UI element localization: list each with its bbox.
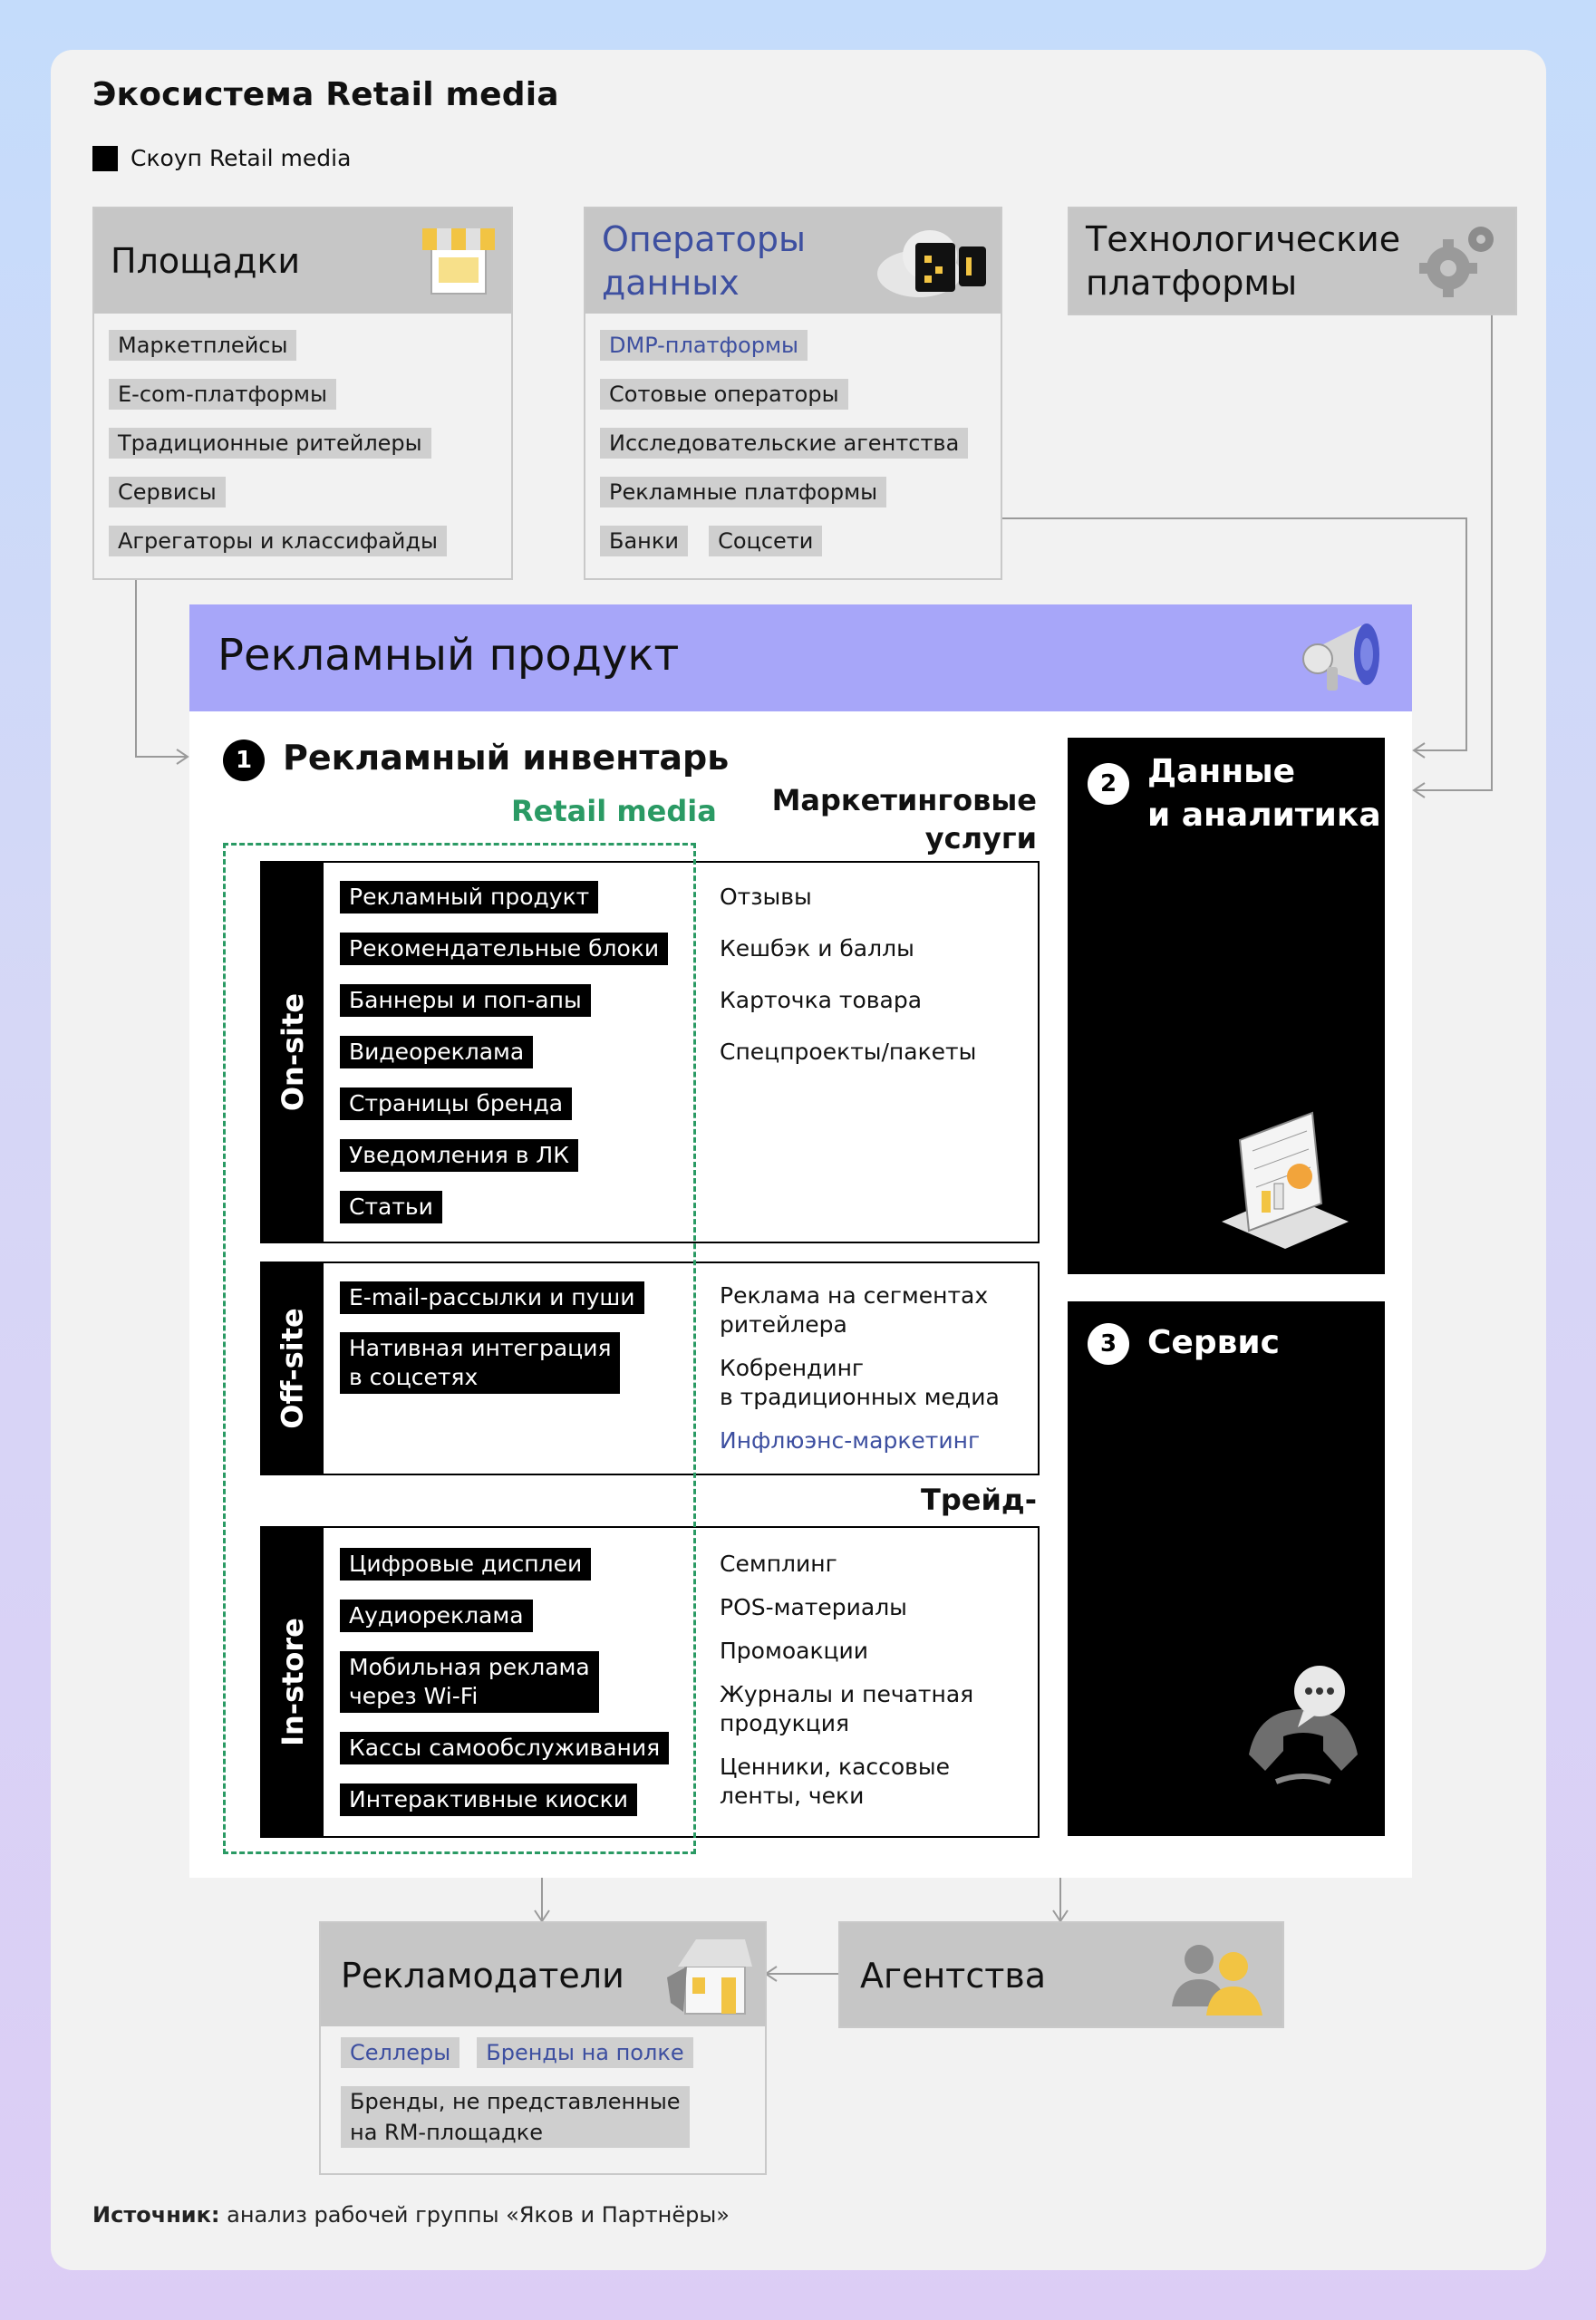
advertisers-header [321,1923,765,2026]
marketing-services-label: Маркетинговые услуги [771,783,1037,856]
onsite-service: Отзывы [720,884,812,910]
instore-service: Промоакции [720,1638,869,1664]
instore-service: POS-материалы [720,1594,907,1620]
list-item: Бренды, не представленные на RM-площадке [341,2086,690,2148]
offsite-service: Реклама на сегментах ритейлера [720,1282,989,1338]
data-operators-title: Операторы данных [602,219,807,303]
platforms-header [94,208,511,314]
onsite-item: Рекламный продукт [340,881,598,914]
retail-media-label: Retail media [511,794,717,828]
list-item: Бренды на полке [477,2037,692,2068]
list-item: E-com-платформы [109,379,336,410]
list-item: Рекламные платформы [600,477,886,508]
offsite-service: Кобрендинг в традиционных медиа [720,1355,1000,1410]
onsite-item: Страницы бренда [340,1088,572,1120]
onsite-tab: On-site [262,863,324,1242]
people-icon [1163,1932,1272,2019]
source-note: Источник: анализ рабочей группы «Яков и Партнёры» [92,2202,730,2228]
tech-platforms-title: Технологические платформы [1086,219,1401,303]
connector-tech [1414,313,1492,790]
data-analytics-number: 2 [1088,763,1129,805]
legend-swatch [92,146,118,171]
trade-marketing-label: Трейд- [921,1483,1037,1517]
phone-chat-icon [1240,1664,1367,1800]
connector-platforms [136,577,186,757]
list-item: DMP-платформы [600,330,808,361]
agencies-box [838,1921,1284,2028]
megaphone-icon [1296,609,1398,700]
tech-platforms-header [1069,208,1515,314]
list-item: Сотовые операторы [600,379,848,410]
shop-icon [665,1930,754,2019]
instore-service: Журналы и печатная продукция [720,1681,974,1736]
list-item: Традиционные ритейлеры [109,428,431,459]
retail-media-scope [223,843,696,1854]
data-operators-header [585,208,1001,314]
offsite-service: Инфлюэнс-маркетинг [720,1427,981,1454]
cloud-data-icon [874,219,991,303]
analytics-laptop-icon [1213,1104,1358,1258]
list-item: Селлеры [341,2037,459,2068]
list-item: Соцсети [709,526,822,556]
platforms-list [109,330,447,575]
onsite-service: Спецпроекты/пакеты [720,1039,977,1065]
onsite-item: Статьи [340,1191,442,1223]
instore-service: Семплинг [720,1551,837,1577]
instore-tab: In-store [262,1528,324,1836]
offsite-item: E-mail-рассылки и пуши [340,1281,644,1314]
onsite-item: Уведомления в ЛК [340,1139,578,1172]
onsite-service: Кешбэк и баллы [720,935,914,962]
instore-item: Мобильная реклама через Wi-Fi [340,1651,599,1713]
gears-icon [1414,219,1501,303]
list-item: Исследовательские агентства [600,428,968,459]
advertisers-title: Рекламодатели [341,1956,624,1996]
onsite-item: Рекомендательные блоки [340,933,668,965]
offsite-tab: Off-site [262,1263,324,1474]
storefront-icon [422,219,497,303]
instore-service: Ценники, кассовые ленты, чеки [720,1754,951,1809]
offsite-item: Нативная интеграция в соцсетях [340,1332,620,1394]
list-item: Банки [600,526,688,556]
onsite-item: Видеореклама [340,1036,533,1068]
page-title: Экосистема Retail media [92,76,559,113]
list-item: Сервисы [109,477,226,508]
instore-item: Аудиореклама [340,1600,533,1632]
onsite-item: Баннеры и поп-апы [340,984,591,1017]
list-item: Агрегаторы и классифайды [109,526,447,556]
agencies-title: Агентства [860,1956,1047,1996]
legend-label: Скоуп Retail media [131,145,352,171]
data-operators-list [600,330,968,575]
inventory-number: 1 [223,740,265,781]
service-title: Сервис [1147,1324,1280,1361]
instore-item: Кассы самообслуживания [340,1732,669,1764]
legend [92,145,351,171]
tech-platforms-box [1068,207,1517,315]
platforms-title: Площадки [111,241,301,281]
advertisers-box [319,1921,767,2175]
instore-item: Интерактивные киоски [340,1784,637,1816]
data-analytics-panel [1068,738,1385,1274]
agencies-header [840,1923,1282,2026]
onsite-service: Карточка товара [720,987,923,1013]
ad-product-title: Рекламный продукт [218,630,680,681]
service-panel [1068,1301,1385,1836]
advertisers-list [341,2037,693,2148]
platforms-box [92,207,513,580]
service-number: 3 [1088,1323,1129,1365]
instore-item: Цифровые дисплеи [340,1548,591,1580]
inventory-title: Рекламный инвентарь [283,738,730,778]
list-item: Маркетплейсы [109,330,296,361]
data-operators-box [584,207,1002,580]
data-analytics-title: Данные и аналитика [1147,753,1381,834]
